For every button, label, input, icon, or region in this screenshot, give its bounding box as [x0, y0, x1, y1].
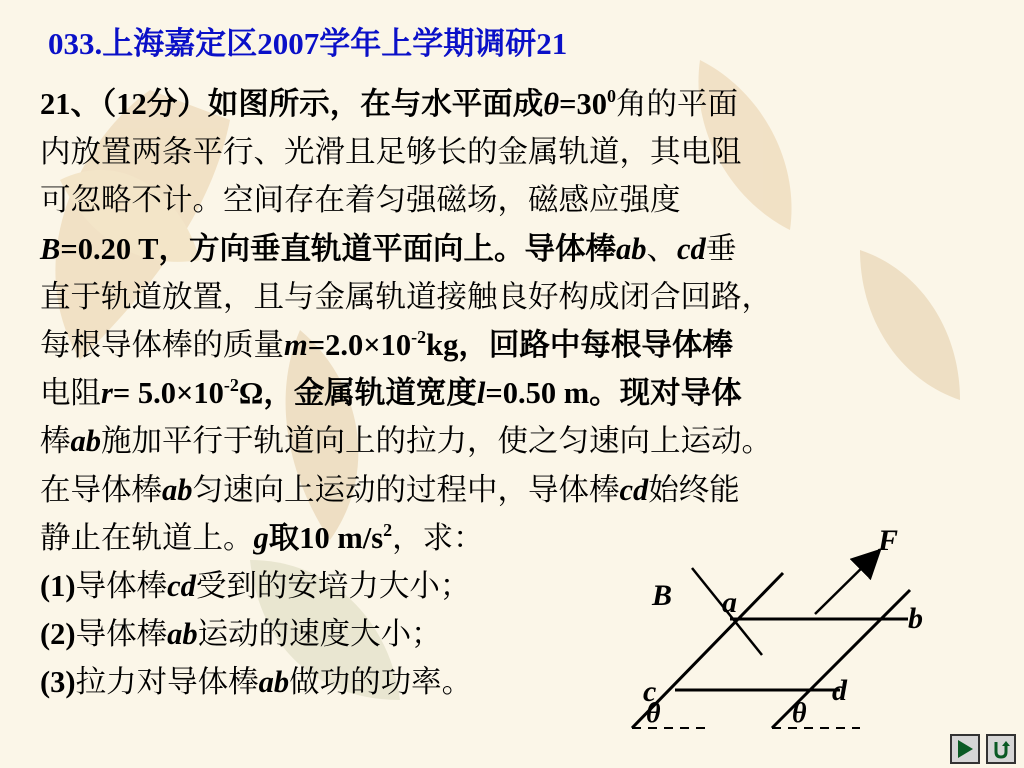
superscript: -2 [223, 375, 239, 396]
page-title: 033.上海嘉定区2007学年上学期调研21 [48, 26, 568, 61]
var-ab: ab [258, 665, 290, 700]
label-B: B [652, 579, 673, 612]
theta-symbol: θ [543, 87, 560, 121]
text-segment: 棒 [40, 424, 71, 459]
return-button[interactable] [986, 734, 1016, 764]
text-segment: 垂 [705, 231, 737, 266]
problem-line-6 [40, 321, 990, 369]
text-segment: 匀速向上运动的过程中，导体棒 [192, 472, 620, 507]
label-F: F [878, 524, 899, 557]
text-segment: 取10 m/s [268, 520, 384, 555]
text-segment: 导体棒 [75, 617, 168, 652]
next-slide-button[interactable] [950, 734, 980, 764]
var-g: g [253, 520, 269, 555]
return-arrow-icon [988, 736, 1014, 762]
problem-line-8 [40, 417, 990, 465]
superscript: 2 [383, 519, 393, 540]
var-ab: ab [616, 231, 647, 266]
text-segment: kg，回路中每根导体棒 [426, 327, 733, 362]
question-number: (1) [40, 568, 76, 603]
var-cd: cd [619, 472, 649, 507]
text-segment: 运动的速度大小； [197, 617, 442, 652]
rail-diagram [620, 520, 923, 740]
var-m: m [284, 327, 308, 362]
problem-line-7 [40, 369, 990, 417]
question-number: (2) [40, 617, 76, 652]
var-l: l [476, 376, 486, 411]
var-ab: ab [162, 472, 193, 507]
text-segment: 电阻 [40, 376, 101, 411]
var-cd: cd [167, 568, 196, 603]
var-B: B [40, 231, 61, 266]
text-segment: 直于轨道放置，且与金属轨道接触良好构成闭合回路， [40, 279, 772, 314]
text-segment: 始终能 [648, 472, 740, 507]
text-segment: 做功的功率。 [289, 665, 473, 700]
text-segment: 在导体棒 [40, 472, 162, 507]
problem-line-5 [40, 273, 990, 321]
text-segment: 可忽略不计。空间存在着匀强磁场，磁感应强度 [40, 183, 681, 218]
label-d: d [832, 674, 847, 707]
var-ab: ab [167, 617, 198, 652]
text-segment: Ω，金属轨道宽度 [238, 376, 477, 411]
play-triangle-icon [952, 736, 978, 762]
force-arrow-F [815, 552, 878, 614]
text-segment: 拉力对导体棒 [75, 665, 259, 700]
text-segment: 内放置两条平行、光滑且足够长的金属轨道，其电阻 [40, 135, 742, 170]
problem-line-2 [40, 128, 990, 176]
text-segment: 每根导体棒的质量 [40, 327, 284, 362]
text-segment: 导体棒 [75, 568, 168, 603]
var-r: r [101, 376, 113, 411]
text-segment: = 5.0×10 [112, 376, 224, 411]
text-segment: =30 [559, 87, 607, 121]
text-segment: 、 [646, 231, 678, 266]
text-segment: =0.50 m。现对导体 [485, 376, 742, 411]
problem-line-9 [40, 466, 990, 514]
text-segment: 21、（12分）如图所示，在与水平面成 [40, 87, 544, 121]
text-segment: =2.0×10 [307, 327, 412, 362]
text-segment: 施加平行于轨道向上的拉力，使之匀速向上运动。 [101, 424, 772, 459]
text-segment: 静止在轨道上。 [40, 520, 254, 555]
question-number: (3) [40, 665, 76, 700]
text-segment: 角的平面 [615, 87, 738, 121]
problem-line-1 [40, 80, 990, 128]
var-cd: cd [677, 231, 706, 266]
problem-line-4 [40, 225, 990, 273]
label-a: a [722, 586, 737, 619]
label-b: b [908, 602, 923, 635]
superscript: -2 [411, 326, 427, 347]
var-ab: ab [70, 424, 101, 459]
label-c: c [643, 675, 657, 708]
problem-line-3 [40, 176, 990, 224]
label-theta-right: θ [792, 698, 807, 729]
text-segment: =0.20 T，方向垂直轨道平面向上。导体棒 [60, 231, 617, 266]
label-theta-left: θ [646, 698, 661, 729]
text-segment: 受到的安培力大小； [195, 568, 471, 603]
superscript: 0 [606, 86, 616, 106]
text-segment: ，求： [392, 520, 484, 555]
